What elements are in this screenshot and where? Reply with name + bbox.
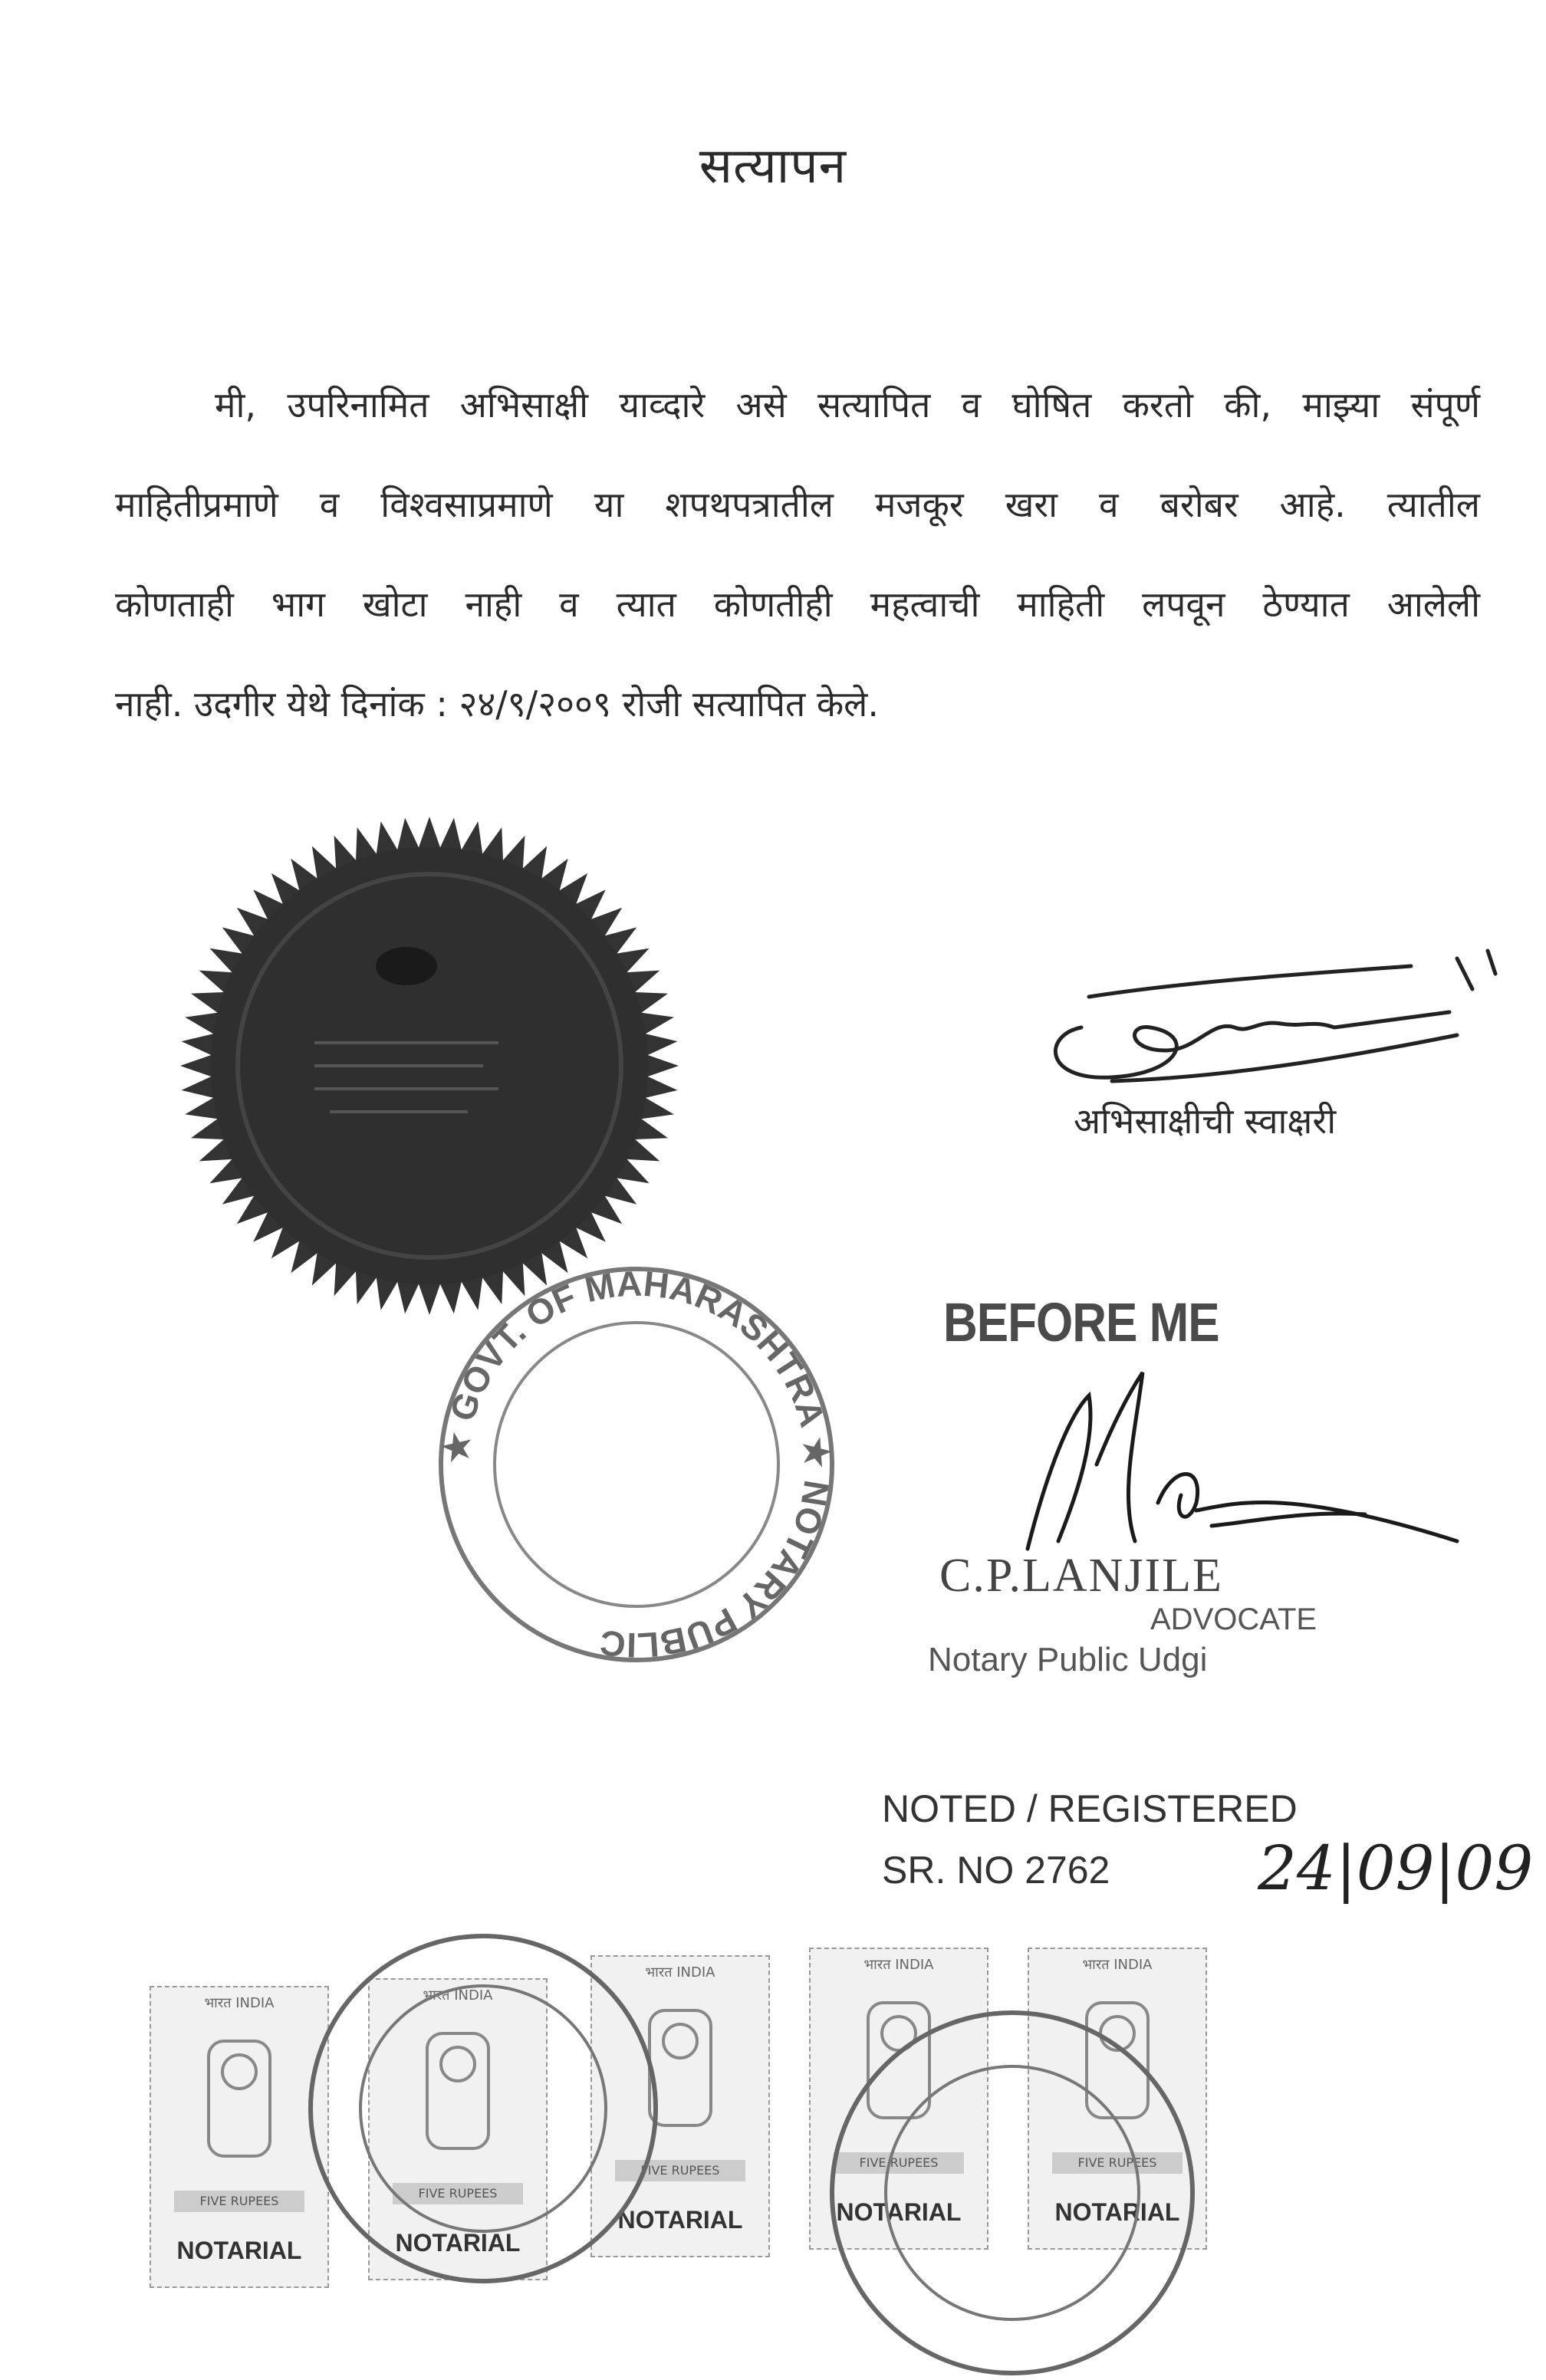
notary-round-stamp [429, 1257, 844, 1672]
emblem-icon [193, 2026, 285, 2179]
stamp-top-text: भारत INDIA [1082, 1957, 1153, 1973]
embossed-seal [176, 813, 683, 1319]
advocate-name: C.P.LANJILE [939, 1550, 1223, 1602]
notary-round-stamp-overlay [299, 1925, 667, 2293]
before-me-label: BEFORE ME [943, 1292, 1219, 1354]
notary-round-stamp-overlay [821, 2001, 1204, 2380]
stamp-value: FIVE RUPEES [1052, 2152, 1183, 2174]
stamp-top-text: भारत INDIA [423, 1987, 493, 2004]
paragraph-line-4: नाही. उदगीर येथे दिनांक : २४/९/२००९ रोजी सत्यापित केले. [115, 683, 879, 725]
revenue-stamps-area [0, 1894, 1546, 2380]
notary-place: Notary Public Udgi [928, 1641, 1208, 1678]
round-stamp-text: ★ GOVT. OF MAHARASHTRA ★ NOTARY PUBLIC [435, 1263, 838, 1666]
registration-date-handwritten: 24|09|09 [1258, 1833, 1534, 1904]
applicant-signature [997, 943, 1534, 1089]
advocate-title: ADVOCATE [1150, 1603, 1317, 1636]
stamp-value: FIVE RUPEES [393, 2183, 523, 2204]
stamp-value: FIVE RUPEES [174, 2191, 304, 2212]
stamp-overprint: NOTARIAL [176, 2237, 302, 2264]
stamp-value: FIVE RUPEES [615, 2160, 745, 2181]
paragraph-line-3: कोणताही भाग खोटा नाही व त्यात कोणतीही महत्वाची माहिती लपवून ठेण्यात आलेली [115, 583, 1480, 625]
paragraph-line-1: मी, उपरिनामित अभिसाक्षी याव्दारे असे सत्यापित व घोषित करतो की, माझ्या संपूर्ण [215, 384, 1480, 426]
stamp-overprint: NOTARIAL [617, 2206, 743, 2234]
signature-caption: अभिसाक्षीची स्वाक्षरी [1074, 1100, 1337, 1142]
registration-number: SR. NO 2762 [882, 1849, 1110, 1892]
stamp-top-text: भारत INDIA [863, 1957, 934, 1973]
stamp-overprint: NOTARIAL [395, 2229, 521, 2257]
stamp-top-text: भारत INDIA [645, 1964, 715, 1981]
stamp-overprint: NOTARIAL [1054, 2198, 1180, 2226]
stamp-top-text: भारत INDIA [204, 1995, 275, 2011]
notary-signature [982, 1349, 1472, 1580]
stamp-overprint: NOTARIAL [836, 2198, 962, 2226]
page-title: सत्यापन [699, 138, 847, 195]
registration-label: NOTED / REGISTERED [882, 1787, 1298, 1830]
stamp-value: FIVE RUPEES [834, 2152, 964, 2174]
paragraph-line-2: माहितीप्रमाणे व विश्वसाप्रमाणे या शपथपत्रातील मजकूर खरा व बरोबर आहे. त्यातील [115, 484, 1480, 525]
